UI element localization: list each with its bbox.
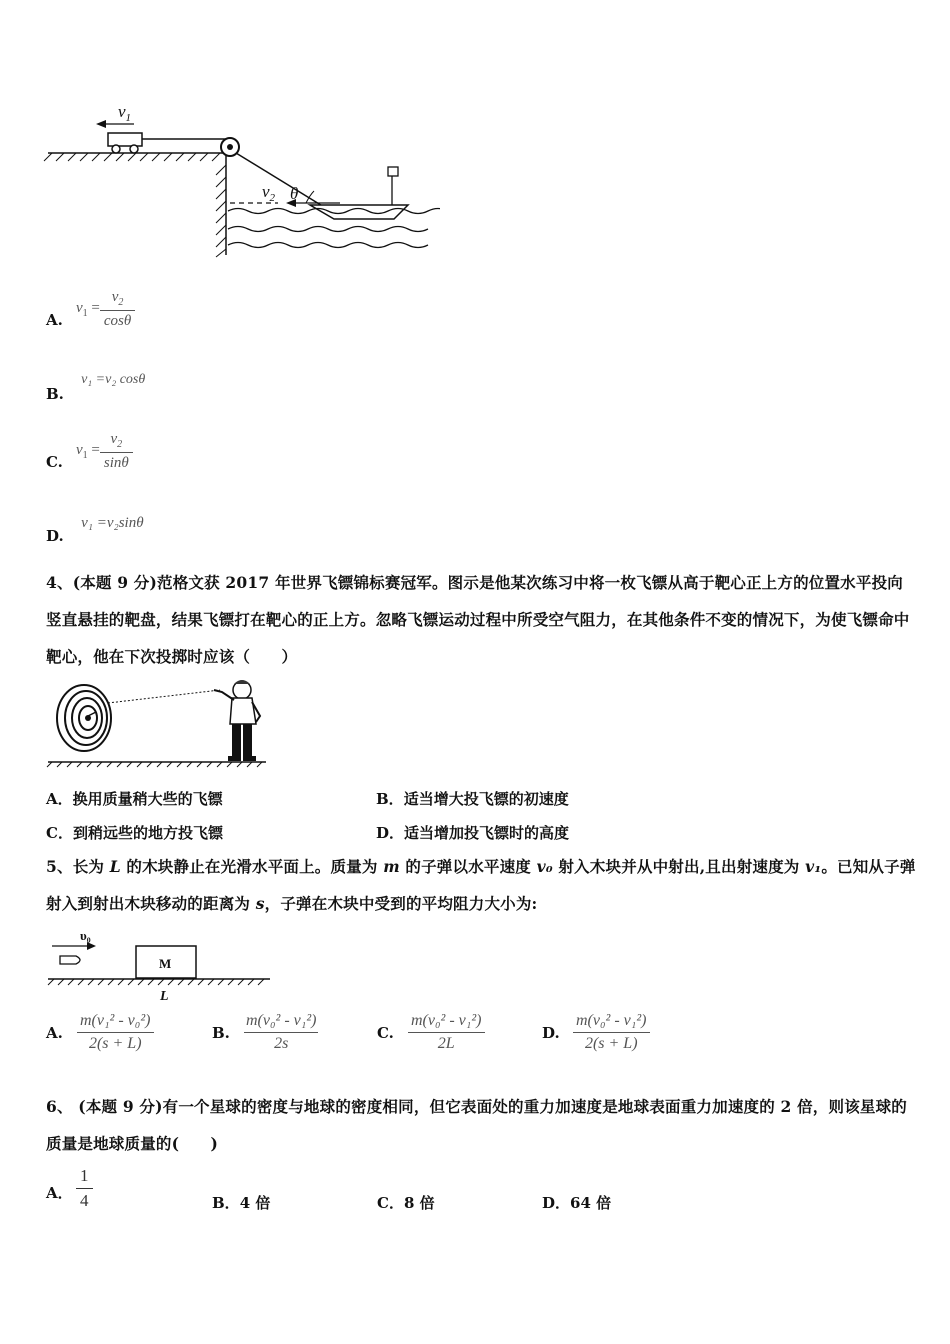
q5-stem: 5、长为 L 的木块静止在光滑水平面上。质量为 m 的子弹以水平速度 v₀ 射入木块并从中射出,且出射速度为 v₁。已知从子弹射入到射出木块移动的距离为 s，子弹在木块中受到的平均阻力大小为: <box>46 857 916 913</box>
q5-option-c[interactable]: C. $\frac{\text{m(v₀² - v₁²)}}{2L}$ <box>377 1012 485 1053</box>
v2-label: $v_2$ <box>262 182 276 204</box>
v1-label: $v_1$ <box>118 102 132 124</box>
q6-stem: 6、 (本题 9 分)有一个星球的密度与地球的密度相同，但它表面处的重力加速度是地球表面重力加速度的 2 倍，则该星球的质量是地球质量的( ) <box>46 1097 908 1153</box>
q3-option-c[interactable]: C. $v_1$ = $\frac{v_2}{\sin\theta}$ <box>46 428 133 474</box>
q3-option-b[interactable]: B. v₁ =v₂ cosθ <box>46 372 146 403</box>
q3-option-a[interactable]: A. $v_1$ = $\frac{v_2}{\cos\theta}$ <box>46 286 135 332</box>
q6-option-d[interactable]: D．64 倍 <box>542 1194 612 1212</box>
q4-option-a[interactable]: A．换用质量稍大些的飞镖 <box>46 790 223 808</box>
q4-stem: 4、(本题 9 分)范格文获 2017 年世界飞镖锦标赛冠军。图示是他某次练习中将一枚飞镖从高于靶心正上方的位置水平投向竖直悬挂的靶盘，结果飞镖打在靶心的正上方。忽略飞镖运动过程中所受空气阻力，在其他条件不变的情况下，为使飞镖命中靶心，他在下次投掷时应该（ ） <box>46 573 910 666</box>
cart <box>108 133 142 146</box>
q6-option-a[interactable]: A． $\frac{1}{4}$ <box>46 1166 93 1211</box>
q4-option-c[interactable]: C．到稍远些的地方投飞镖 <box>46 824 223 842</box>
pulley-boat-figure <box>40 95 440 265</box>
q5-option-a[interactable]: A. $\frac{\text{m(v₁² - v₀²)}}{2(s + L)}$ <box>46 1012 154 1053</box>
q5-option-d[interactable]: D. $\frac{\text{m(v₀² - v₁²)}}{2(s + L)}$ <box>542 1012 650 1053</box>
v0-label: υ₀ <box>80 928 91 943</box>
q6-option-c[interactable]: C．8 倍 <box>377 1194 435 1212</box>
boat <box>310 205 408 219</box>
q4-option-d[interactable]: D．适当增加投飞镖时的高度 <box>376 824 570 842</box>
theta-label: θ <box>290 184 299 203</box>
bullet-block-figure <box>44 924 276 1004</box>
svg-text:M: M <box>159 956 172 971</box>
length-label: L <box>160 989 169 1004</box>
dart-target-figure <box>44 676 274 768</box>
q3-option-d[interactable]: D. v₁ =v₂sinθ <box>46 515 144 545</box>
q6-option-b[interactable]: B．4 倍 <box>212 1194 271 1212</box>
q5-option-b[interactable]: B. $\frac{\text{m(v₀² - v₁²)}}{2s}$ <box>212 1012 317 1052</box>
q4-option-b[interactable]: B．适当增大投飞镖的初速度 <box>376 790 569 808</box>
